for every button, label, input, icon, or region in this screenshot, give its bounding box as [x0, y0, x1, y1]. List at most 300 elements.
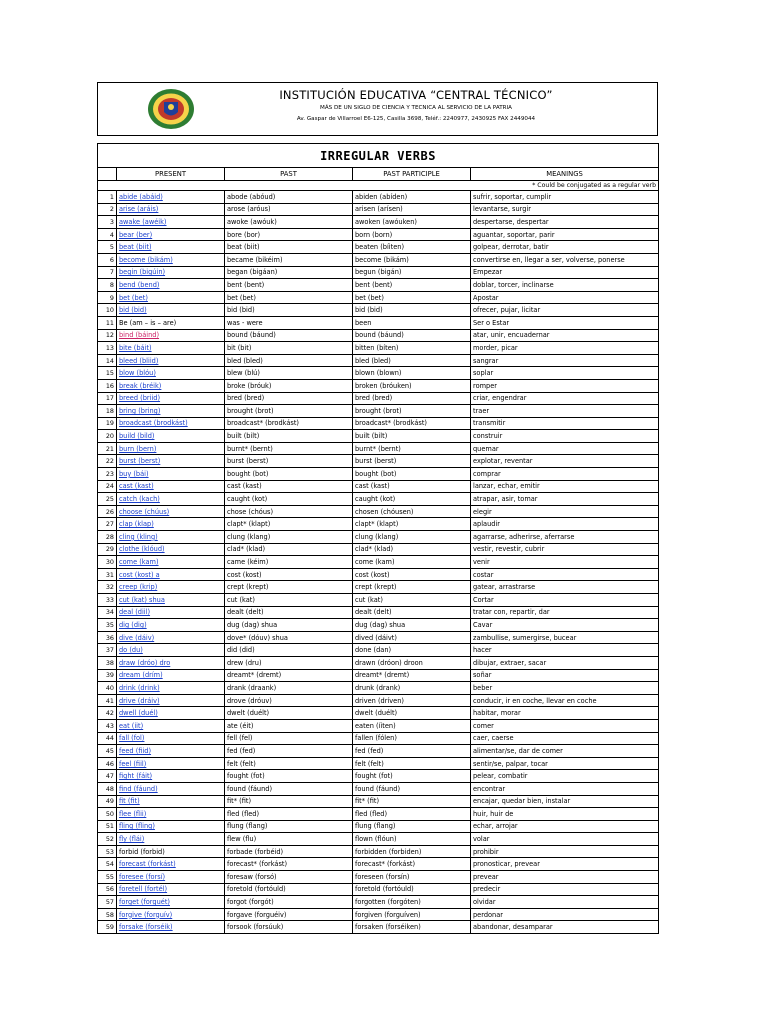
past-participle-cell: bent (bent)	[353, 279, 471, 292]
meaning-cell: comprar	[471, 468, 659, 481]
table-row	[98, 228, 659, 241]
past-participle-cell: awoken (awóuken)	[353, 216, 471, 229]
verb-link[interactable]: fight (fáit)	[119, 772, 153, 781]
row-number: 29	[98, 543, 117, 556]
table-row	[98, 291, 659, 304]
present-cell	[117, 883, 225, 896]
meaning-cell: convertirse en, llegar a ser, volverse, ponerse	[471, 253, 659, 266]
past-cell: clung (klang)	[225, 531, 353, 544]
verb-link[interactable]: bear (ber)	[119, 230, 153, 239]
past-participle-cell: dug (dag) shua	[353, 619, 471, 632]
verb-link[interactable]: foretell (fortél)	[119, 885, 168, 894]
meaning-cell: venir	[471, 556, 659, 569]
past-participle-cell: bitten (bíten)	[353, 342, 471, 355]
present-cell	[117, 644, 225, 657]
verb-link[interactable]: clap (klap)	[119, 520, 154, 529]
verb-link[interactable]: fling (fling)	[119, 822, 155, 831]
verb-link[interactable]: draw (dróo) dro	[119, 658, 171, 667]
past-cell: dealt (delt)	[225, 606, 353, 619]
row-number: 43	[98, 719, 117, 732]
row-number: 53	[98, 845, 117, 858]
past-participle-cell: built (bilt)	[353, 430, 471, 443]
present-cell	[117, 405, 225, 418]
present-cell	[117, 594, 225, 607]
table-row	[98, 531, 659, 544]
meaning-cell: huir, huir de	[471, 808, 659, 821]
table-row	[98, 191, 659, 204]
present-cell	[117, 480, 225, 493]
table-row	[98, 266, 659, 279]
table-row	[98, 518, 659, 531]
past-cell: fell (fel)	[225, 732, 353, 745]
past-cell: clapt* (klapt)	[225, 518, 353, 531]
table-row	[98, 392, 659, 405]
past-participle-cell: done (dan)	[353, 644, 471, 657]
present-cell: forbid (forbid)	[117, 845, 225, 858]
verb-link[interactable]: feel (fiil)	[119, 759, 147, 768]
past-participle-cell: dealt (delt)	[353, 606, 471, 619]
past-cell: drew (dru)	[225, 656, 353, 669]
meaning-cell: golpear, derrotar, batir	[471, 241, 659, 254]
row-number: 13	[98, 342, 117, 355]
meaning-cell: encontrar	[471, 782, 659, 795]
meaning-cell: encajar, quedar bien, instalar	[471, 795, 659, 808]
verb-link[interactable]: build (bild)	[119, 432, 155, 441]
past-cell: broadcast* (brodkást)	[225, 417, 353, 430]
present-cell	[117, 556, 225, 569]
row-number: 33	[98, 594, 117, 607]
present-cell	[117, 871, 225, 884]
verb-link[interactable]: come (kam)	[119, 558, 159, 567]
past-cell: fit* (fit)	[225, 795, 353, 808]
table-row	[98, 820, 659, 833]
table-row	[98, 795, 659, 808]
present-cell	[117, 392, 225, 405]
past-cell: flung (flang)	[225, 820, 353, 833]
present-cell	[117, 606, 225, 619]
row-number: 20	[98, 430, 117, 443]
row-number: 32	[98, 581, 117, 594]
present-cell	[117, 795, 225, 808]
meaning-cell: soplar	[471, 367, 659, 380]
meaning-cell: sufrir, soportar, cumplir	[471, 191, 659, 204]
past-cell: blew (blú)	[225, 367, 353, 380]
verb-link[interactable]: fly (flái)	[119, 835, 145, 844]
verb-link[interactable]: broadcast (brodkást)	[119, 419, 188, 428]
past-cell: beat (biit)	[225, 241, 353, 254]
verb-link[interactable]: fit (fit)	[119, 797, 140, 806]
meaning-cell: Apostar	[471, 291, 659, 304]
table-row	[98, 556, 659, 569]
present-cell	[117, 808, 225, 821]
past-cell: burnt* (bernt)	[225, 442, 353, 455]
meaning-cell: pronosticar, prevear	[471, 858, 659, 871]
verb-link[interactable]: bring (bring)	[119, 406, 161, 415]
meaning-cell: comer	[471, 719, 659, 732]
table-row	[98, 669, 659, 682]
past-cell: awoke (awóuk)	[225, 216, 353, 229]
verb-link[interactable]: deal (diil)	[119, 608, 151, 617]
row-number: 27	[98, 518, 117, 531]
verb-link[interactable]: forsake (forséik)	[119, 923, 173, 932]
present-cell	[117, 468, 225, 481]
verb-link[interactable]: begin (bigúin)	[119, 268, 166, 277]
verb-link[interactable]: do (du)	[119, 646, 143, 655]
present-cell	[117, 442, 225, 455]
past-participle-cell: begun (bigán)	[353, 266, 471, 279]
present-cell	[117, 694, 225, 707]
past-cell: flew (flu)	[225, 833, 353, 846]
past-cell: cost (kost)	[225, 568, 353, 581]
present-cell	[117, 455, 225, 468]
past-cell: arose (aróus)	[225, 203, 353, 216]
meaning-cell: atrapar, asir, tomar	[471, 493, 659, 506]
meaning-cell: explotar, reventar	[471, 455, 659, 468]
verb-link[interactable]: bleed (bliid)	[119, 356, 159, 365]
past-participle-cell: flung (flang)	[353, 820, 471, 833]
column-header-past-participle: PAST PARTICIPLE	[353, 168, 471, 181]
table-row	[98, 770, 659, 783]
present-cell	[117, 719, 225, 732]
verb-link[interactable]: eat (iit)	[119, 721, 144, 730]
past-cell: felt (felt)	[225, 757, 353, 770]
present-cell	[117, 757, 225, 770]
verb-link[interactable]: cling (kling)	[119, 532, 158, 541]
verb-link[interactable]: cut (kat) shua	[119, 595, 165, 604]
row-number: 7	[98, 266, 117, 279]
past-participle-cell: broadcast* (brodkást)	[353, 417, 471, 430]
past-cell: broke (bróuk)	[225, 379, 353, 392]
letterhead	[97, 82, 658, 136]
verb-link[interactable]: find (fáund)	[119, 784, 158, 793]
past-cell: crept (krept)	[225, 581, 353, 594]
past-cell: burst (berst)	[225, 455, 353, 468]
row-number: 37	[98, 644, 117, 657]
meaning-cell: costar	[471, 568, 659, 581]
meaning-cell: quemar	[471, 442, 659, 455]
past-participle-cell: blown (blown)	[353, 367, 471, 380]
table-row	[98, 808, 659, 821]
row-number: 59	[98, 921, 117, 934]
past-cell: forgot (forgót)	[225, 896, 353, 909]
past-participle-cell: beaten (bíiten)	[353, 241, 471, 254]
verb-link[interactable]: feed (fiid)	[119, 746, 152, 755]
verb-link[interactable]: breed (briid)	[119, 394, 161, 403]
past-participle-cell: bred (bred)	[353, 392, 471, 405]
present-cell	[117, 770, 225, 783]
past-cell: bought (bot)	[225, 468, 353, 481]
meaning-cell: tratar con, repartir, dar	[471, 606, 659, 619]
row-number: 5	[98, 241, 117, 254]
row-number: 18	[98, 405, 117, 418]
verb-link[interactable]: choose (chúus)	[119, 507, 170, 516]
past-participle-cell: been	[353, 316, 471, 329]
verb-link[interactable]: dream (drím)	[119, 671, 163, 680]
past-cell: brought (brot)	[225, 405, 353, 418]
present-cell	[117, 505, 225, 518]
verb-link[interactable]: awake (awéik)	[119, 217, 167, 226]
verb-link[interactable]: burst (berst)	[119, 457, 161, 466]
meaning-cell: hacer	[471, 644, 659, 657]
past-participle-cell: dived (dáivt)	[353, 631, 471, 644]
present-cell	[117, 568, 225, 581]
verb-rows	[98, 191, 659, 934]
verb-link[interactable]: bend (bend)	[119, 280, 160, 289]
verb-link[interactable]: become (bikám)	[119, 255, 173, 264]
past-cell: built (bilt)	[225, 430, 353, 443]
row-number: 28	[98, 531, 117, 544]
past-cell: found (fáund)	[225, 782, 353, 795]
past-participle-cell: forgotten (forgóten)	[353, 896, 471, 909]
past-cell: did (did)	[225, 644, 353, 657]
past-participle-cell: crept (krept)	[353, 581, 471, 594]
verb-link[interactable]: fall (fol)	[119, 734, 145, 743]
present-cell	[117, 732, 225, 745]
table-row	[98, 505, 659, 518]
present-cell	[117, 493, 225, 506]
row-number: 1	[98, 191, 117, 204]
present-cell	[117, 669, 225, 682]
table-row	[98, 493, 659, 506]
table-row	[98, 568, 659, 581]
present-cell	[117, 279, 225, 292]
present-cell	[117, 241, 225, 254]
present-cell	[117, 782, 225, 795]
present-cell	[117, 367, 225, 380]
meaning-cell: prohibir	[471, 845, 659, 858]
present-cell	[117, 266, 225, 279]
meaning-cell: construir	[471, 430, 659, 443]
verb-link[interactable]: dig (dig)	[119, 620, 147, 629]
past-participle-cell: burst (berst)	[353, 455, 471, 468]
past-participle-cell: forecast* (forkást)	[353, 858, 471, 871]
row-number: 25	[98, 493, 117, 506]
past-cell: dreamt* (dremt)	[225, 669, 353, 682]
meaning-cell: perdonar	[471, 908, 659, 921]
past-cell: forecast* (forkást)	[225, 858, 353, 871]
past-cell: cast (kast)	[225, 480, 353, 493]
table-row	[98, 682, 659, 695]
verb-link[interactable]: foresee (forsí)	[119, 872, 166, 881]
past-cell: bound (báund)	[225, 329, 353, 342]
meaning-cell: soñar	[471, 669, 659, 682]
meaning-cell: alimentar/se, dar de comer	[471, 745, 659, 758]
verb-link[interactable]: forecast (forkást)	[119, 860, 176, 869]
row-number: 3	[98, 216, 117, 229]
verb-link[interactable]: drink (drink)	[119, 683, 160, 692]
meaning-cell: abandonar, desamparar	[471, 921, 659, 934]
present-cell	[117, 921, 225, 934]
past-cell: began (bigáan)	[225, 266, 353, 279]
meaning-cell: Cortar	[471, 594, 659, 607]
present-cell	[117, 896, 225, 909]
verb-link[interactable]: forget (forguét)	[119, 898, 170, 907]
verb-link[interactable]: arise (aráis)	[119, 205, 159, 214]
past-cell: dwelt (duélt)	[225, 707, 353, 720]
verb-link[interactable]: bet (bet)	[119, 293, 148, 302]
verb-link[interactable]: creep (krip)	[119, 583, 158, 592]
table-row	[98, 833, 659, 846]
table-row	[98, 216, 659, 229]
past-participle-cell: born (born)	[353, 228, 471, 241]
row-number: 49	[98, 795, 117, 808]
row-number: 19	[98, 417, 117, 430]
meaning-cell: volar	[471, 833, 659, 846]
row-number: 16	[98, 379, 117, 392]
row-number: 10	[98, 304, 117, 317]
past-participle-cell: flown (flóun)	[353, 833, 471, 846]
present-cell	[117, 581, 225, 594]
row-number: 4	[98, 228, 117, 241]
table-row	[98, 581, 659, 594]
present-cell	[117, 354, 225, 367]
verb-link[interactable]: drive (dráiv)	[119, 696, 160, 705]
past-cell: foretold (fortóuld)	[225, 883, 353, 896]
table-row	[98, 367, 659, 380]
meaning-cell: levantarse, surgir	[471, 203, 659, 216]
past-participle-cell: clung (klang)	[353, 531, 471, 544]
past-participle-cell: clapt* (klapt)	[353, 518, 471, 531]
past-participle-cell: abiden (abíden)	[353, 191, 471, 204]
table-row	[98, 921, 659, 934]
meaning-cell: pelear, combatir	[471, 770, 659, 783]
present-cell	[117, 908, 225, 921]
row-number: 22	[98, 455, 117, 468]
meaning-cell: morder, picar	[471, 342, 659, 355]
table-row	[98, 279, 659, 292]
meaning-cell: doblar, torcer, inclinarse	[471, 279, 659, 292]
row-number: 39	[98, 669, 117, 682]
past-participle-cell: foreseen (forsín)	[353, 871, 471, 884]
row-number: 55	[98, 871, 117, 884]
meaning-cell: despertarse, despertar	[471, 216, 659, 229]
present-cell	[117, 379, 225, 392]
table-row	[98, 203, 659, 216]
verb-link[interactable]: bind (báind)	[119, 331, 160, 340]
meaning-cell: sentir/se, palpar, tocar	[471, 757, 659, 770]
institution-name: INSTITUCIÓN EDUCATIVA “CENTRAL TÉCNICO”	[279, 88, 553, 102]
verb-link[interactable]: burn (bern)	[119, 444, 157, 453]
verb-link[interactable]: abide (abáid)	[119, 192, 163, 201]
table-row	[98, 405, 659, 418]
verb-link[interactable]: cast (kast)	[119, 482, 154, 491]
past-cell: bore (bor)	[225, 228, 353, 241]
past-participle-cell: cut (kat)	[353, 594, 471, 607]
verb-link[interactable]: catch (kach)	[119, 495, 160, 504]
past-cell: bent (bent)	[225, 279, 353, 292]
past-cell: abode (abóud)	[225, 191, 353, 204]
column-header-past: PAST	[225, 168, 353, 181]
past-cell: caught (kot)	[225, 493, 353, 506]
past-cell: came (kéim)	[225, 556, 353, 569]
table-row	[98, 594, 659, 607]
verb-link[interactable]: forgive (forguív)	[119, 910, 173, 919]
past-participle-cell: eaten (íiten)	[353, 719, 471, 732]
row-number: 30	[98, 556, 117, 569]
meaning-cell: vestir, revestir, cubrir	[471, 543, 659, 556]
table-row	[98, 845, 659, 858]
table-row	[98, 896, 659, 909]
table-row	[98, 719, 659, 732]
meaning-cell: elegir	[471, 505, 659, 518]
past-participle-cell: fit* (fit)	[353, 795, 471, 808]
verb-link[interactable]: cost (kost) a	[119, 570, 160, 579]
table-row	[98, 656, 659, 669]
past-cell: bit (bit)	[225, 342, 353, 355]
table-row	[98, 379, 659, 392]
past-participle-cell: broken (bróuken)	[353, 379, 471, 392]
verb-link[interactable]: bite (báit)	[119, 343, 152, 352]
past-cell: fought (fot)	[225, 770, 353, 783]
row-number: 6	[98, 253, 117, 266]
meaning-cell: habitar, morar	[471, 707, 659, 720]
past-participle-cell: bled (bled)	[353, 354, 471, 367]
present-cell	[117, 820, 225, 833]
past-participle-cell: clad* (klad)	[353, 543, 471, 556]
past-cell: chose (chóus)	[225, 505, 353, 518]
table-row	[98, 745, 659, 758]
past-participle-cell: dreamt* (dremt)	[353, 669, 471, 682]
row-number: 45	[98, 745, 117, 758]
table-row	[98, 631, 659, 644]
row-number: 8	[98, 279, 117, 292]
table-row	[98, 606, 659, 619]
present-cell	[117, 417, 225, 430]
row-number: 17	[98, 392, 117, 405]
present-cell	[117, 228, 225, 241]
verb-link[interactable]: flee (flii)	[119, 809, 147, 818]
past-participle-cell: arisen (arísen)	[353, 203, 471, 216]
meaning-cell: agarrarse, adherirse, aferrarse	[471, 531, 659, 544]
past-participle-cell: bought (bot)	[353, 468, 471, 481]
past-participle-cell: fought (fot)	[353, 770, 471, 783]
table-row	[98, 858, 659, 871]
verb-link[interactable]: dive (dáiv)	[119, 633, 155, 642]
table-row	[98, 619, 659, 632]
verb-link[interactable]: buy (bái)	[119, 469, 149, 478]
past-cell: foresaw (forsó)	[225, 871, 353, 884]
past-participle-cell: driven (dríven)	[353, 694, 471, 707]
table-row	[98, 883, 659, 896]
past-participle-cell: caught (kot)	[353, 493, 471, 506]
table-row	[98, 253, 659, 266]
past-participle-cell: bid (bid)	[353, 304, 471, 317]
verb-link[interactable]: break (bréik)	[119, 381, 162, 390]
verb-link[interactable]: bid (bid)	[119, 306, 147, 315]
table-row	[98, 455, 659, 468]
past-participle-cell: drunk (drank)	[353, 682, 471, 695]
past-cell: dove* (dóuv) shua	[225, 631, 353, 644]
meaning-cell: prevear	[471, 871, 659, 884]
past-cell: forbade (forbéid)	[225, 845, 353, 858]
verb-link[interactable]: clothe (klóud)	[119, 545, 165, 554]
row-number: 26	[98, 505, 117, 518]
past-cell: bled (bled)	[225, 354, 353, 367]
past-participle-cell: become (bikám)	[353, 253, 471, 266]
present-cell: Be (am – is – are)	[117, 316, 225, 329]
verb-link[interactable]: beat (biit)	[119, 243, 152, 252]
row-number: 35	[98, 619, 117, 632]
verb-link[interactable]: dwell (duél)	[119, 709, 158, 718]
past-cell: became (bikéim)	[225, 253, 353, 266]
regular-verb-note: * Could be conjugated as a regular verb	[98, 181, 659, 191]
meaning-cell: sangrar	[471, 354, 659, 367]
meaning-cell: beber	[471, 682, 659, 695]
past-cell: cut (kat)	[225, 594, 353, 607]
row-number: 42	[98, 707, 117, 720]
verb-link[interactable]: blow (blóu)	[119, 369, 156, 378]
meaning-cell: traer	[471, 405, 659, 418]
